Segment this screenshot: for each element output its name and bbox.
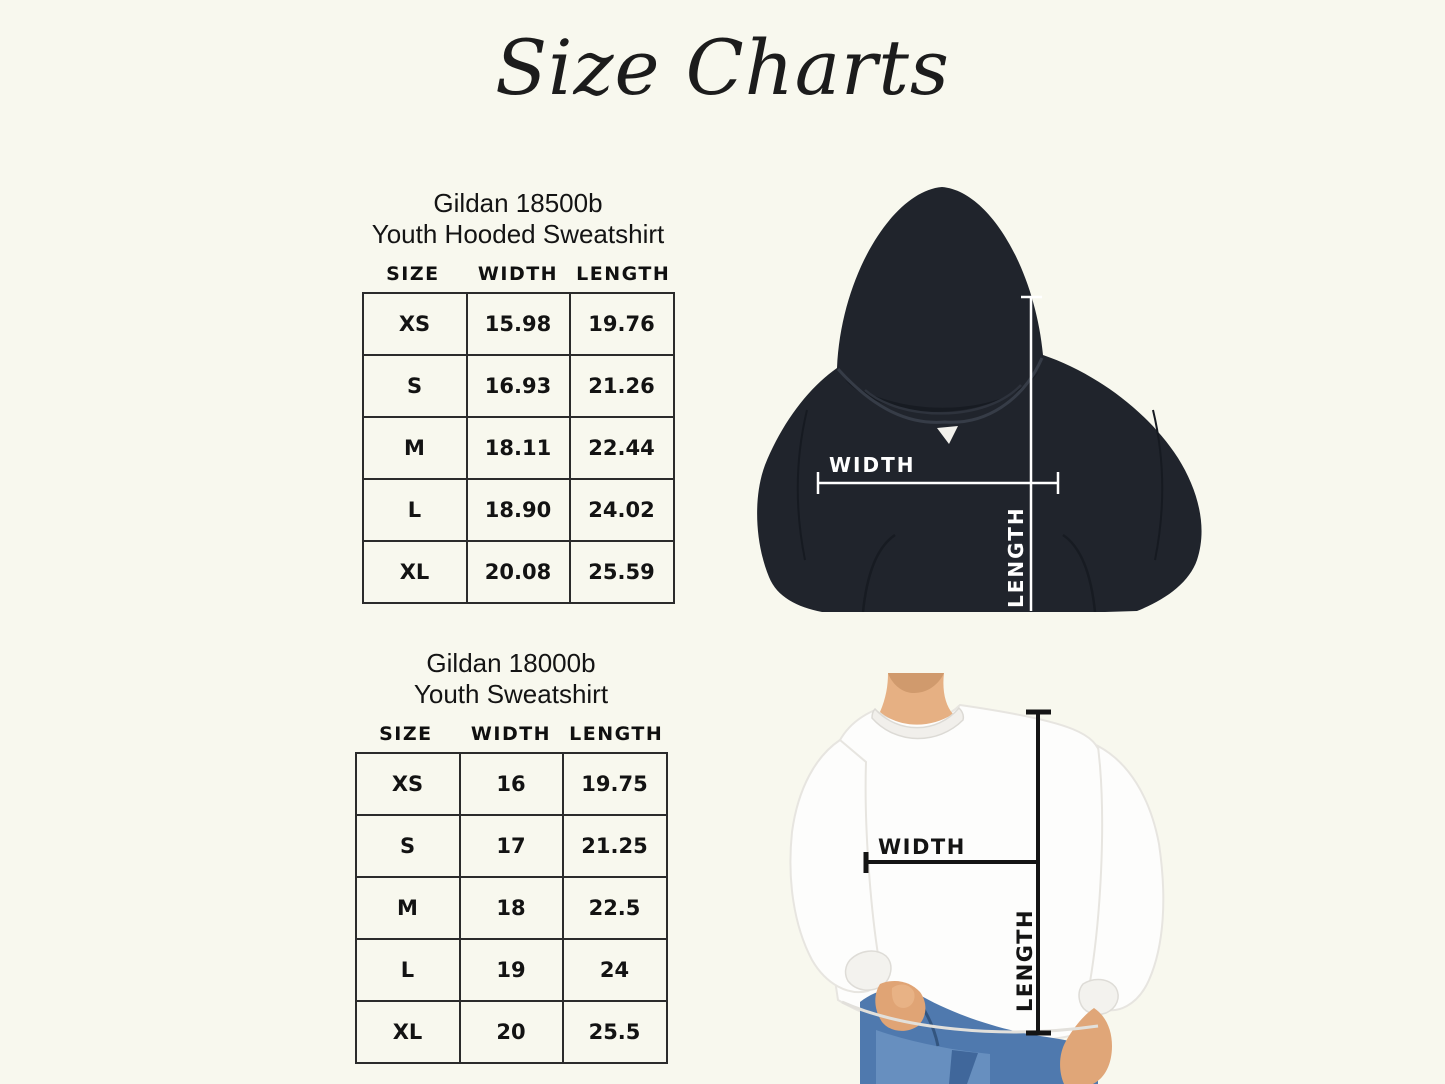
cell-length: 22.44	[570, 417, 674, 479]
cell-size: M	[363, 417, 467, 479]
table-title-line2: Youth Hooded Sweatshirt	[371, 219, 665, 249]
sweatshirt-width-label: WIDTH	[878, 835, 966, 859]
cell-width: 18.90	[467, 479, 570, 541]
table-row	[356, 939, 667, 1001]
cell-length: 25.59	[570, 541, 674, 603]
size-grid	[362, 292, 675, 604]
cell-length: 19.76	[570, 293, 674, 355]
column-header-size: SIZE	[379, 723, 433, 745]
table-title-line2: Youth Sweatshirt	[413, 679, 609, 709]
table-row	[363, 479, 674, 541]
cell-length: 24	[563, 939, 667, 1001]
size-grid	[355, 752, 668, 1064]
table-row	[363, 355, 674, 417]
table-row	[356, 815, 667, 877]
hoodie-measurement-figure	[745, 175, 1215, 612]
cell-size: L	[356, 939, 460, 1001]
table-row	[363, 541, 674, 603]
table-row	[356, 753, 667, 815]
cell-width: 20.08	[467, 541, 570, 603]
sweatshirt-photo	[780, 650, 1200, 1084]
table-title	[353, 648, 669, 710]
size-table-hooded-sweatshirt	[360, 188, 676, 604]
hoodie-silhouette	[757, 187, 1201, 612]
sweatshirt-cuff-right	[1079, 979, 1118, 1014]
cell-width: 18.11	[467, 417, 570, 479]
cell-size: L	[363, 479, 467, 541]
cell-size: XL	[363, 541, 467, 603]
column-header-length: LENGTH	[576, 263, 671, 285]
cell-width: 20	[460, 1001, 563, 1063]
table-row	[363, 293, 674, 355]
column-header-width: WIDTH	[477, 263, 559, 285]
table-header-row	[360, 263, 676, 285]
column-header-width: WIDTH	[470, 723, 552, 745]
table-row	[356, 877, 667, 939]
cell-width: 17	[460, 815, 563, 877]
sweatshirt-length-label: LENGTH	[1013, 908, 1037, 1012]
cell-size: M	[356, 877, 460, 939]
cell-size: XS	[363, 293, 467, 355]
table-title	[360, 188, 676, 250]
table-row	[356, 1001, 667, 1063]
cell-width: 16.93	[467, 355, 570, 417]
column-header-length: LENGTH	[569, 723, 664, 745]
cell-length: 22.5	[563, 877, 667, 939]
size-table-crewneck-sweatshirt	[353, 648, 669, 1064]
sweatshirt-measurement-figure	[780, 650, 1200, 1084]
table-header-row	[353, 723, 669, 745]
hoodie-width-label: WIDTH	[829, 453, 916, 477]
cell-width: 19	[460, 939, 563, 1001]
cell-length: 19.75	[563, 753, 667, 815]
cell-size: XS	[356, 753, 460, 815]
table-title-line1: Gildan 18500b	[433, 188, 603, 218]
cell-width: 16	[460, 753, 563, 815]
cell-size: XL	[356, 1001, 460, 1063]
cell-width: 15.98	[467, 293, 570, 355]
table-row	[363, 417, 674, 479]
cell-width: 18	[460, 877, 563, 939]
cell-length: 24.02	[570, 479, 674, 541]
column-header-size: SIZE	[386, 263, 440, 285]
cell-length: 21.26	[570, 355, 674, 417]
table-title-line1: Gildan 18000b	[426, 648, 596, 678]
cell-size: S	[363, 355, 467, 417]
hoodie-photo	[745, 175, 1215, 612]
page-title: Size Charts	[495, 23, 950, 112]
cell-length: 25.5	[563, 1001, 667, 1063]
cell-length: 21.25	[563, 815, 667, 877]
sweatshirt-sleeve-right	[1089, 746, 1163, 1010]
hoodie-length-label: LENGTH	[1004, 506, 1028, 608]
cell-size: S	[356, 815, 460, 877]
